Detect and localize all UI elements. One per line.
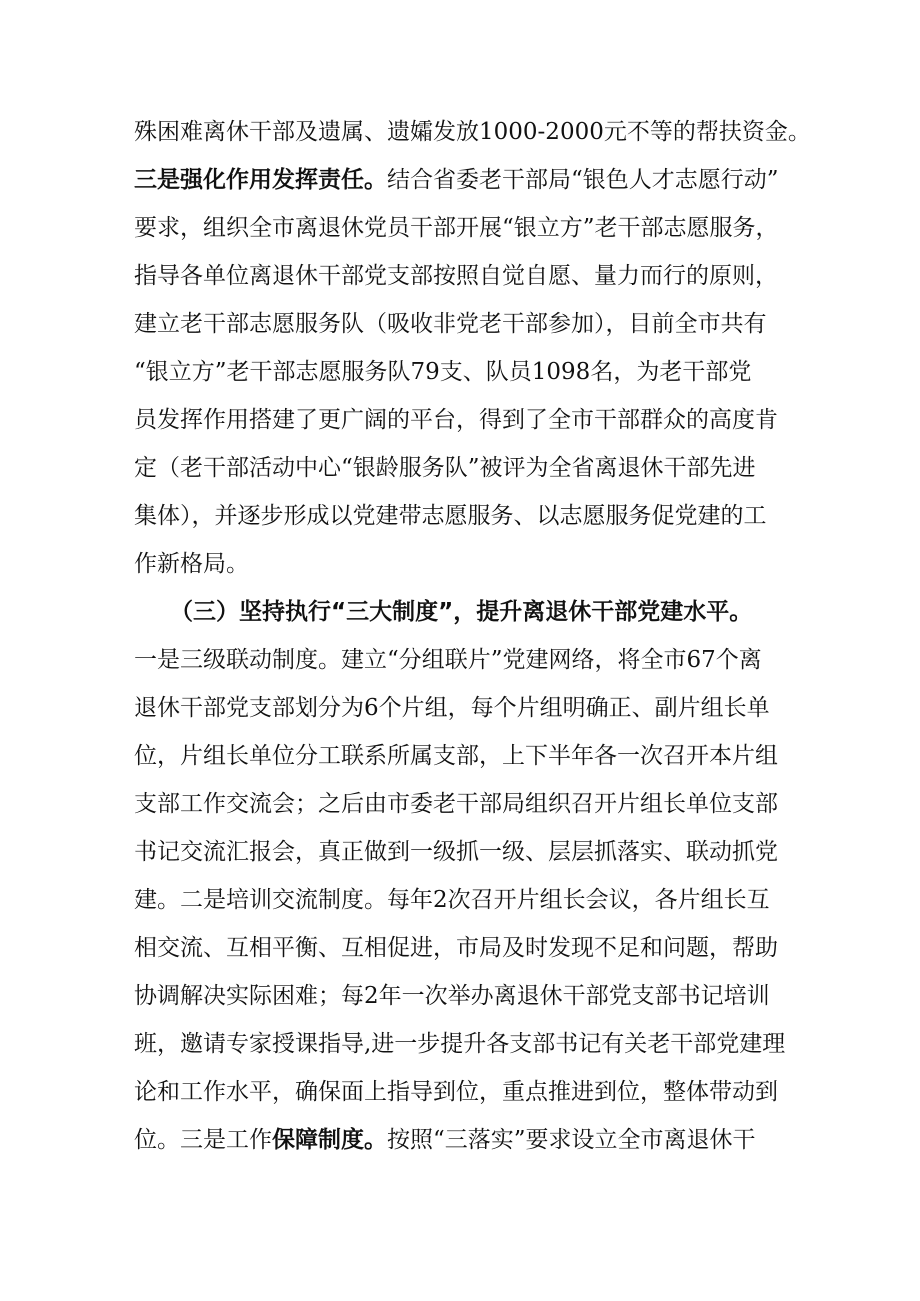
line-text: 退休干部党支部划分为6个片组，每个片组明确正、副片组长单 [134,695,770,721]
line-text: 集体），并逐步形成以党建带志愿服务、以志愿服务促党建的工 [134,503,767,529]
paragraph-line [134,256,794,296]
paragraph-line [134,352,794,392]
paragraph-line [134,736,794,776]
paragraph-line [134,496,794,536]
paragraph-line [134,304,794,344]
line-text: 员发挥作用搭建了更广阔的平台，得到了全市干部群众的高度肯 [134,407,778,433]
paragraph-line [134,1024,794,1064]
paragraph-line [134,688,794,728]
paragraph-line [134,448,794,488]
line-text-after: 按照“三落实”要求设立全市离退休干 [387,1127,756,1153]
line-text: “银立方”老干部志愿服务队79支、队员1098名，为老干部党 [134,359,752,385]
line-text: 位，片组长单位分工联系所属支部，上下半年各一次召开本片组 [134,743,778,769]
paragraph-line [134,112,811,152]
line-text: 支部工作交流会；之后由市委老干部局组织召开片组长单位支部 [134,791,778,817]
paragraph-line [134,832,794,872]
line-text: 定（老干部活动中心“银龄服务队”被评为全省离退休干部先进 [134,455,756,481]
line-text: 论和工作水平，确保面上指导到位，重点推进到位，整体带动到 [134,1079,778,1105]
line-heading: 三是强化作用发挥责任。 [134,167,387,193]
paragraph-line [134,784,794,824]
paragraph-line [134,880,794,920]
paragraph-line [134,544,794,584]
line-text: 殊困难离休干部及遗属、遗孀发放1000-2000元不等的帮扶资金。 [134,119,811,145]
paragraph-line [134,1120,794,1160]
paragraph-line [134,208,794,248]
line-text: 相交流、互相平衡、互相促进，市局及时发现不足和问题，帮助 [134,935,778,961]
paragraph-line [134,160,794,200]
line-heading-inline: 保障制度。 [272,1127,387,1153]
line-text: 要求，组织全市离退休党员干部开展“银立方”老干部志愿服务， [134,215,779,241]
line-text: 建。二是培训交流制度。每年2次召开片组长会议，各片组长互 [134,887,770,913]
section-heading [170,592,794,632]
paragraph-line [134,1072,794,1112]
section-heading-text: （三）坚持执行“三大制度”，提升离退休干部党建水平。 [170,599,753,625]
line-text: 一是三级联动制度。建立“分组联片”党建网络，将全市67个离 [134,647,762,673]
line-text: 位。三是工作 [134,1127,272,1153]
line-text: 书记交流汇报会，真正做到一级抓一级、层层抓落实、联动抓党 [134,839,778,865]
paragraph-line [134,400,794,440]
line-text: 建立老干部志愿服务队（吸收非党老干部参加），目前全市共有 [134,311,767,337]
paragraph-line [134,640,794,680]
line-text: 结合省委老干部局“银色人才志愿行动” [387,167,779,193]
line-text: 班，邀请专家授课指导,进一步提升各支部书记有关老干部党建理 [134,1031,786,1057]
line-text: 指导各单位离退休干部党支部按照自觉自愿、量力而行的原则， [134,263,778,289]
line-text: 协调解决实际困难；每2年一次举办离退休干部党支部书记培训 [134,983,770,1009]
line-text: 作新格局。 [134,551,249,577]
paragraph-line [134,976,794,1016]
paragraph-line [134,928,794,968]
